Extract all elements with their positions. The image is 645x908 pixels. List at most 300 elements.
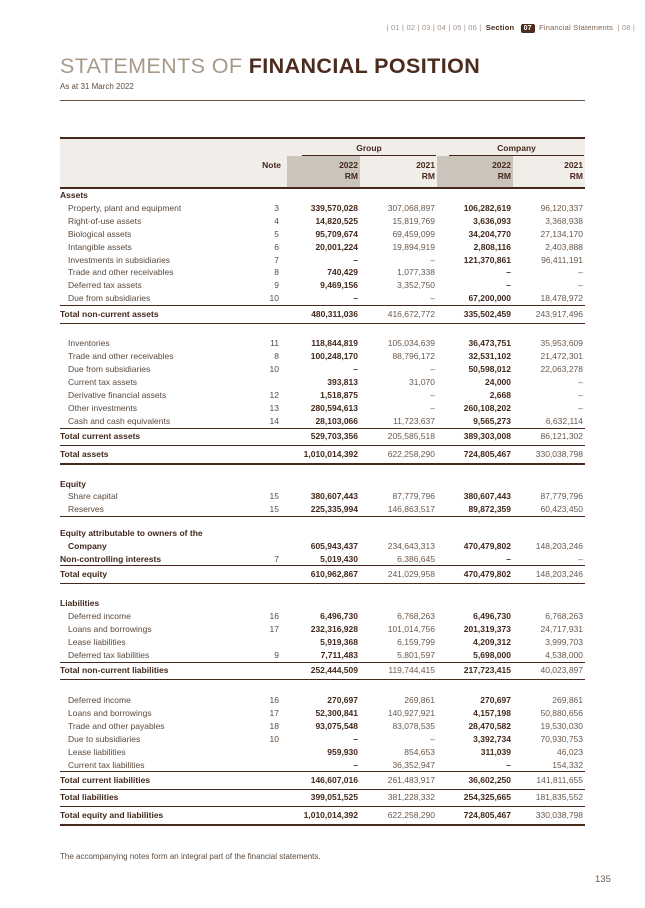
row-note bbox=[245, 306, 287, 324]
row-label: Total liabilities bbox=[60, 789, 245, 807]
row-value: – bbox=[430, 389, 435, 400]
table-row bbox=[60, 680, 585, 694]
row-note: 7 bbox=[274, 254, 279, 265]
row-note: 8 bbox=[274, 351, 279, 362]
row-value: 1,077,338 bbox=[397, 267, 435, 278]
row-value: 87,779,796 bbox=[392, 491, 435, 502]
table-row bbox=[60, 490, 585, 503]
row-value: 27,134,170 bbox=[540, 228, 584, 239]
row-value: 140,927,921 bbox=[387, 707, 435, 718]
table-row bbox=[60, 306, 585, 324]
row-note: 4 bbox=[274, 215, 279, 226]
row-label: Current tax assets bbox=[68, 376, 137, 387]
row-value: 243,917,496 bbox=[513, 306, 585, 324]
row-note: 13 bbox=[269, 402, 279, 413]
table-row bbox=[60, 772, 585, 790]
row-value: 241,029,958 bbox=[360, 566, 437, 584]
table-row bbox=[60, 707, 585, 720]
table-row bbox=[60, 789, 585, 807]
financial-position-table bbox=[60, 137, 585, 826]
row-value: 225,335,994 bbox=[310, 504, 358, 515]
row-label: Investments in subsidiaries bbox=[68, 254, 171, 265]
row-value: 269,861 bbox=[404, 694, 435, 705]
row-value: 270,697 bbox=[480, 694, 511, 705]
row-value: – bbox=[578, 280, 584, 291]
row-value: 389,303,008 bbox=[437, 428, 513, 446]
row-note: 10 bbox=[269, 733, 279, 744]
row-value: 9,469,156 bbox=[320, 280, 358, 291]
row-value: 14,820,525 bbox=[315, 215, 358, 226]
footer-note: The accompanying notes form an integral part of the financial statements. bbox=[60, 852, 321, 861]
row-value: 5,919,368 bbox=[320, 637, 358, 648]
row-value: 1,010,014,392 bbox=[287, 446, 360, 464]
row-value bbox=[513, 478, 585, 491]
table-row bbox=[60, 464, 585, 478]
row-value: 22,063,278 bbox=[540, 363, 584, 374]
row-value: 5,698,000 bbox=[473, 650, 511, 661]
row-label: Inventories bbox=[68, 338, 110, 349]
table-row bbox=[60, 337, 585, 350]
page-number: 135 bbox=[595, 874, 611, 885]
row-label: Right-of-use assets bbox=[68, 215, 142, 226]
row-value: 470,479,802 bbox=[463, 540, 511, 551]
table-row bbox=[60, 215, 585, 228]
row-label: Biological assets bbox=[68, 228, 132, 239]
row-value: 100,248,170 bbox=[310, 351, 358, 362]
section-nav bbox=[387, 23, 635, 33]
row-label: Total non-current assets bbox=[60, 306, 245, 324]
row-label: Due from subsidiaries bbox=[68, 363, 151, 374]
spacer-row bbox=[60, 680, 585, 694]
title-block bbox=[60, 54, 480, 91]
page-title-light: STATEMENTS OF bbox=[60, 54, 249, 78]
row-label: Trade and other receivables bbox=[68, 351, 174, 362]
row-value: 93,075,548 bbox=[315, 720, 358, 731]
row-value: – bbox=[353, 759, 358, 770]
row-value bbox=[360, 478, 437, 491]
row-value: 201,319,373 bbox=[463, 624, 511, 635]
row-note bbox=[245, 636, 287, 649]
empty-header-cell bbox=[60, 138, 287, 156]
table-row bbox=[60, 720, 585, 733]
row-value bbox=[513, 527, 585, 540]
row-label: Assets bbox=[60, 190, 88, 200]
table-header bbox=[60, 138, 585, 188]
row-value: 261,483,917 bbox=[360, 772, 437, 790]
row-value: 529,703,356 bbox=[287, 428, 360, 446]
row-label: Loans and borrowings bbox=[68, 707, 152, 718]
row-value: 119,744,415 bbox=[360, 662, 437, 680]
row-note: 18 bbox=[269, 720, 279, 731]
row-note bbox=[245, 566, 287, 584]
row-label: Total non-current liabilities bbox=[60, 662, 245, 680]
row-value: 610,962,867 bbox=[287, 566, 360, 584]
row-value: 380,607,443 bbox=[463, 491, 511, 502]
table-row bbox=[60, 188, 585, 202]
table-row bbox=[60, 279, 585, 292]
row-label: Other investments bbox=[68, 402, 137, 413]
row-value: 269,861 bbox=[552, 694, 584, 705]
row-value: 20,001,224 bbox=[315, 241, 358, 252]
row-value: 724,805,467 bbox=[437, 807, 513, 825]
row-note: 7 bbox=[274, 553, 279, 564]
row-label: Share capital bbox=[68, 491, 118, 502]
row-note: 3 bbox=[274, 202, 279, 213]
row-value: 3,352,750 bbox=[397, 280, 435, 291]
row-label: Liabilities bbox=[60, 598, 100, 609]
divider-row bbox=[60, 517, 585, 527]
row-value: 5,019,430 bbox=[320, 553, 358, 564]
row-label: Deferred income bbox=[68, 694, 131, 705]
row-value bbox=[287, 188, 360, 202]
row-value: – bbox=[578, 553, 584, 564]
row-label: Deferred tax liabilities bbox=[68, 650, 150, 661]
row-value: 854,653 bbox=[404, 746, 435, 757]
nav-pages-after[interactable]: | 08 | bbox=[617, 23, 635, 32]
table-row bbox=[60, 228, 585, 241]
row-value: 9,565,273 bbox=[473, 415, 511, 426]
row-value: – bbox=[506, 267, 511, 278]
row-note bbox=[245, 772, 287, 790]
row-label: Company bbox=[68, 540, 107, 551]
row-value: 480,311,036 bbox=[287, 306, 360, 324]
company-2021-header: 2021 RM bbox=[513, 156, 585, 188]
row-note: 10 bbox=[269, 293, 279, 304]
nav-section-name[interactable]: Financial Statements bbox=[539, 23, 614, 32]
row-value: – bbox=[430, 402, 435, 413]
spacer-row bbox=[60, 583, 585, 597]
row-value bbox=[287, 597, 360, 610]
row-value: 60,423,450 bbox=[540, 504, 584, 515]
row-value bbox=[360, 188, 437, 202]
row-value bbox=[437, 188, 513, 202]
row-note: 15 bbox=[269, 504, 279, 515]
row-label: Due from subsidiaries bbox=[68, 293, 151, 304]
row-value: 4,209,312 bbox=[473, 637, 511, 648]
row-value: 36,352,947 bbox=[392, 759, 435, 770]
group-2021-header: 2021 RM bbox=[360, 156, 437, 188]
table-row bbox=[60, 733, 585, 746]
row-value: – bbox=[430, 363, 435, 374]
nav-pages-before[interactable]: | 01 | 02 | 03 | 04 | 05 | 06 | bbox=[386, 23, 482, 32]
table-row bbox=[60, 503, 585, 516]
row-label: Equity bbox=[60, 478, 86, 489]
row-value: 83,078,535 bbox=[392, 720, 435, 731]
row-value: 36,473,751 bbox=[468, 338, 511, 349]
table-row bbox=[60, 323, 585, 337]
row-label: Lease liabilities bbox=[68, 637, 126, 648]
row-value: 311,039 bbox=[480, 746, 511, 757]
table-row bbox=[60, 363, 585, 376]
table-row bbox=[60, 649, 585, 662]
row-label: Reserves bbox=[68, 504, 104, 515]
row-value: 50,598,012 bbox=[468, 363, 511, 374]
table-row bbox=[60, 527, 585, 540]
row-note bbox=[245, 478, 287, 491]
table-row bbox=[60, 746, 585, 759]
note-column-header: Note bbox=[245, 156, 287, 188]
table-row bbox=[60, 428, 585, 446]
table-row bbox=[60, 415, 585, 428]
table-row bbox=[60, 623, 585, 636]
table-row bbox=[60, 292, 585, 305]
row-value: 88,796,172 bbox=[392, 351, 435, 362]
row-label: Derivative financial assets bbox=[68, 389, 167, 400]
table-row bbox=[60, 478, 585, 491]
row-value: 89,872,359 bbox=[468, 504, 511, 515]
row-value: 470,479,802 bbox=[437, 566, 513, 584]
row-value: 15,819,769 bbox=[392, 215, 435, 226]
row-value: 260,108,202 bbox=[463, 402, 511, 413]
table-row bbox=[60, 350, 585, 363]
spacer-row bbox=[60, 464, 585, 478]
group-header-label: Group bbox=[302, 143, 436, 156]
row-value: – bbox=[506, 280, 511, 291]
row-value: 232,316,928 bbox=[310, 624, 358, 635]
row-value: 105,034,639 bbox=[387, 338, 435, 349]
row-value bbox=[287, 527, 360, 540]
row-value: 101,014,756 bbox=[387, 624, 435, 635]
row-value: 148,203,246 bbox=[513, 566, 585, 584]
row-label: Intangible assets bbox=[68, 241, 132, 252]
page-subtitle: As at 31 March 2022 bbox=[60, 82, 134, 91]
row-note: 17 bbox=[269, 707, 279, 718]
row-value: 234,643,313 bbox=[387, 540, 435, 551]
row-value: 6,632,114 bbox=[545, 415, 584, 426]
row-value: 121,370,861 bbox=[463, 254, 511, 265]
row-value: 28,103,066 bbox=[315, 415, 358, 426]
row-value: 2,808,116 bbox=[473, 241, 511, 252]
row-value bbox=[437, 597, 513, 610]
table-body bbox=[60, 188, 585, 825]
row-value: – bbox=[578, 402, 584, 413]
row-value: 724,805,467 bbox=[437, 446, 513, 464]
row-note bbox=[245, 597, 287, 610]
row-value: 154,332 bbox=[552, 759, 584, 770]
row-note bbox=[245, 527, 287, 540]
row-label: Trade and other payables bbox=[68, 720, 165, 731]
row-value: 270,697 bbox=[327, 694, 358, 705]
row-value: 67,200,000 bbox=[468, 293, 511, 304]
table-row bbox=[60, 759, 585, 772]
row-value: – bbox=[430, 733, 435, 744]
row-value: – bbox=[506, 759, 511, 770]
row-value: 205,585,518 bbox=[360, 428, 437, 446]
row-label: Property, plant and equipment bbox=[68, 202, 182, 213]
table-row bbox=[60, 402, 585, 415]
row-note bbox=[245, 188, 287, 202]
row-label: Current tax liabilities bbox=[68, 759, 145, 770]
row-label: Loans and borrowings bbox=[68, 624, 152, 635]
table-row bbox=[60, 446, 585, 464]
row-note bbox=[245, 759, 287, 772]
row-value: 36,602,250 bbox=[437, 772, 513, 790]
row-note bbox=[245, 540, 287, 553]
row-value bbox=[437, 478, 513, 491]
row-value: 18,478,972 bbox=[540, 293, 584, 304]
nav-section-label: Section bbox=[485, 23, 515, 32]
company-2022-header: 2022 RM bbox=[437, 156, 513, 188]
row-value bbox=[287, 478, 360, 491]
row-value: 32,531,102 bbox=[468, 351, 511, 362]
row-value: – bbox=[430, 254, 435, 265]
column-group-row bbox=[60, 138, 585, 156]
row-value: 50,880,656 bbox=[540, 707, 584, 718]
row-value: – bbox=[353, 733, 358, 744]
row-value: 2,668 bbox=[489, 389, 511, 400]
empty-header-cell bbox=[60, 156, 245, 188]
group-2022-header: 2022 RM bbox=[287, 156, 360, 188]
row-value: – bbox=[353, 254, 358, 265]
row-note: 16 bbox=[269, 611, 279, 622]
row-value: 69,459,099 bbox=[392, 228, 435, 239]
row-label: Cash and cash equivalents bbox=[68, 415, 171, 426]
row-note: 5 bbox=[274, 228, 279, 239]
row-value: 19,894,919 bbox=[392, 241, 435, 252]
row-value: 141,811,655 bbox=[513, 772, 585, 790]
row-label: Total current assets bbox=[60, 428, 245, 446]
table-row bbox=[60, 266, 585, 279]
table-row bbox=[60, 566, 585, 584]
row-value bbox=[360, 527, 437, 540]
row-value: 46,023 bbox=[557, 746, 584, 757]
row-note bbox=[245, 428, 287, 446]
row-note: 15 bbox=[269, 491, 279, 502]
row-value: 19,530,030 bbox=[540, 720, 584, 731]
row-note: 14 bbox=[269, 415, 279, 426]
spacer-row bbox=[60, 323, 585, 337]
table-row bbox=[60, 553, 585, 566]
row-value: 4,538,000 bbox=[545, 650, 584, 661]
row-note: 16 bbox=[269, 694, 279, 705]
row-value: 106,282,619 bbox=[463, 202, 511, 213]
nav-section-badge: 07 bbox=[521, 24, 535, 33]
row-note bbox=[245, 662, 287, 680]
row-value: 339,570,028 bbox=[310, 202, 358, 213]
row-label: Lease liabilities bbox=[68, 746, 126, 757]
row-value: 622,258,290 bbox=[360, 807, 437, 825]
row-label: Due to subsidiaries bbox=[68, 733, 141, 744]
row-value: 6,496,730 bbox=[473, 611, 511, 622]
title-divider bbox=[60, 100, 585, 101]
row-value: 622,258,290 bbox=[360, 446, 437, 464]
row-value: 87,779,796 bbox=[540, 491, 584, 502]
row-label: Total equity and liabilities bbox=[60, 807, 245, 825]
row-value: 380,607,443 bbox=[310, 491, 358, 502]
row-value: 28,470,582 bbox=[468, 720, 511, 731]
row-value: 330,038,798 bbox=[513, 807, 585, 825]
row-note: 9 bbox=[274, 280, 279, 291]
row-value: 35,953,609 bbox=[540, 338, 584, 349]
row-value: 6,386,645 bbox=[397, 553, 435, 564]
row-note bbox=[245, 746, 287, 759]
table-row bbox=[60, 694, 585, 707]
row-value: – bbox=[578, 389, 584, 400]
row-value: 740,429 bbox=[327, 267, 358, 278]
row-value: 86,121,302 bbox=[513, 428, 585, 446]
row-note: 10 bbox=[269, 363, 279, 374]
row-value: 70,930,753 bbox=[540, 733, 584, 744]
row-value: 95,709,674 bbox=[315, 228, 358, 239]
row-note bbox=[245, 789, 287, 807]
table-row bbox=[60, 662, 585, 680]
table-row bbox=[60, 376, 585, 389]
row-label: Non-controlling interests bbox=[60, 553, 162, 564]
row-value: 280,594,613 bbox=[310, 402, 358, 413]
row-value: – bbox=[430, 293, 435, 304]
row-label: Trade and other receivables bbox=[68, 267, 174, 278]
row-value: 21,472,301 bbox=[540, 351, 584, 362]
table-row bbox=[60, 636, 585, 649]
row-value: 3,392,734 bbox=[473, 733, 511, 744]
row-value: 2,403,888 bbox=[545, 241, 584, 252]
row-note: 11 bbox=[270, 338, 279, 349]
table-row bbox=[60, 202, 585, 215]
row-value: 146,863,517 bbox=[387, 504, 435, 515]
row-value: 6,768,263 bbox=[397, 611, 435, 622]
row-note bbox=[245, 807, 287, 825]
row-value: – bbox=[578, 267, 584, 278]
row-value bbox=[513, 597, 585, 610]
row-value: 7,711,483 bbox=[320, 650, 358, 661]
row-label: Deferred income bbox=[68, 611, 131, 622]
row-value: 416,672,772 bbox=[360, 306, 437, 324]
row-value: 605,943,437 bbox=[310, 540, 358, 551]
row-value: 11,723,637 bbox=[393, 415, 435, 426]
row-label: Equity attributable to owners of the bbox=[60, 527, 203, 538]
row-value: 4,157,198 bbox=[473, 707, 511, 718]
row-value: 31,070 bbox=[409, 376, 435, 387]
row-value: 5,801,597 bbox=[397, 650, 435, 661]
row-value: 1,518,875 bbox=[320, 389, 358, 400]
row-value: 254,325,665 bbox=[437, 789, 513, 807]
table-row bbox=[60, 610, 585, 623]
row-note: 9 bbox=[274, 650, 279, 661]
row-note bbox=[245, 446, 287, 464]
row-value: 399,051,525 bbox=[287, 789, 360, 807]
row-value: 24,717,931 bbox=[540, 624, 584, 635]
row-value: 96,411,191 bbox=[541, 254, 584, 265]
row-note bbox=[245, 376, 287, 389]
row-value bbox=[360, 597, 437, 610]
row-value: 181,835,552 bbox=[513, 789, 585, 807]
row-value: 6,768,263 bbox=[545, 611, 584, 622]
row-value: 330,038,798 bbox=[513, 446, 585, 464]
row-value: 6,496,730 bbox=[320, 611, 358, 622]
year-header-row bbox=[60, 156, 585, 188]
row-value: 3,999,703 bbox=[545, 637, 584, 648]
row-value: – bbox=[506, 553, 511, 564]
page-title bbox=[60, 54, 480, 79]
row-note: 8 bbox=[274, 267, 279, 278]
table-row bbox=[60, 597, 585, 610]
row-value: 959,930 bbox=[327, 746, 358, 757]
row-value: 381,228,332 bbox=[360, 789, 437, 807]
table-row bbox=[60, 540, 585, 553]
table-row bbox=[60, 389, 585, 402]
row-value bbox=[437, 527, 513, 540]
row-value: – bbox=[353, 363, 358, 374]
row-value: 217,723,415 bbox=[437, 662, 513, 680]
table-row bbox=[60, 807, 585, 825]
row-value: 3,636,093 bbox=[473, 215, 511, 226]
row-value: 148,203,246 bbox=[535, 540, 584, 551]
row-value: – bbox=[578, 376, 584, 387]
row-note: 12 bbox=[269, 389, 279, 400]
row-label: Total equity bbox=[60, 566, 245, 584]
row-label: Total current liabilities bbox=[60, 772, 245, 790]
row-value: 3,368,938 bbox=[545, 215, 584, 226]
